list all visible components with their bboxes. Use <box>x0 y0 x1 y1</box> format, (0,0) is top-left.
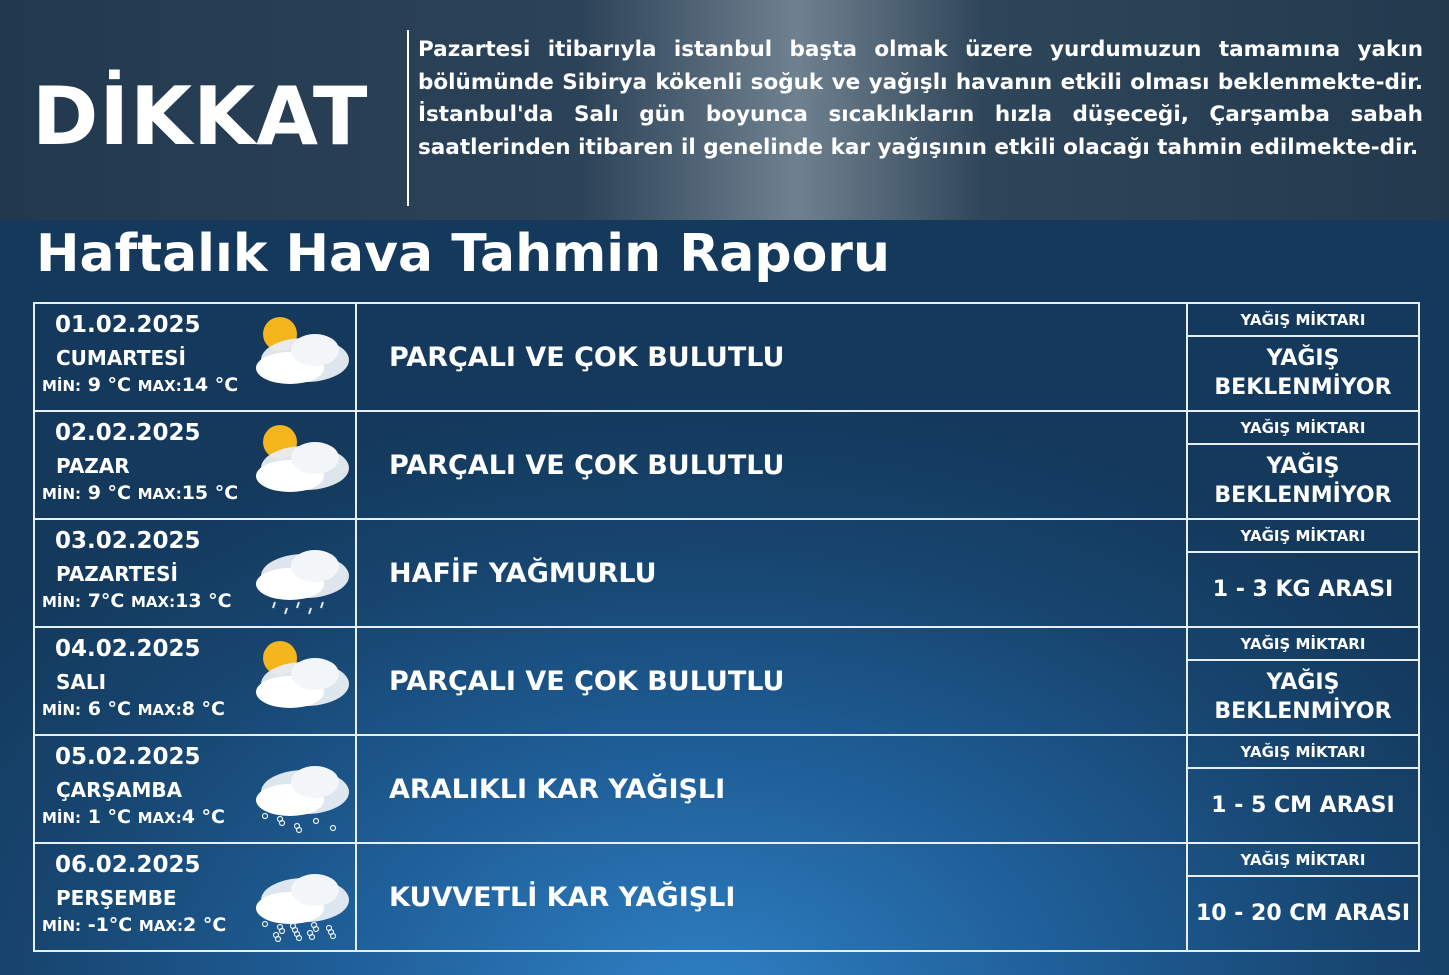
day-name: PAZAR <box>56 454 130 478</box>
date: 06.02.2025 <box>55 852 201 878</box>
max-label: MAX: <box>138 917 183 935</box>
max-temp: 15 °C <box>181 482 239 504</box>
max-temp: 2 °C <box>182 914 227 936</box>
partly-cloudy-icon <box>235 312 355 402</box>
min-label: MİN: <box>42 701 82 719</box>
precip-header: YAĞIŞ MİKTARI <box>1188 305 1418 337</box>
date: 05.02.2025 <box>55 744 201 770</box>
max-temp: 4 °C <box>181 806 225 828</box>
min-label: MİN: <box>42 809 82 827</box>
forecast-table <box>33 302 1420 952</box>
forecast-text: PARÇALI VE ÇOK BULUTLU <box>356 303 1187 411</box>
light-rain-icon <box>235 528 355 618</box>
forecast-text: HAFİF YAĞMURLU <box>356 519 1187 627</box>
partly-cloudy-icon <box>235 420 355 510</box>
warning-badge: DİKKAT <box>32 70 369 163</box>
precip-value: YAĞIŞ BEKLENMİYOR <box>1214 670 1392 724</box>
snow-icon <box>235 744 355 834</box>
page-title: Haftalık Hava Tahmin Raporu <box>36 224 890 284</box>
day-name: CUMARTESİ <box>56 346 186 370</box>
temperatures <box>42 914 226 936</box>
max-label: MAX: <box>137 485 182 503</box>
max-temp: 13 °C <box>175 590 232 612</box>
day-name: PERŞEMBE <box>56 886 177 910</box>
heavy-snow-icon <box>235 852 355 942</box>
min-label: MİN: <box>42 593 82 611</box>
min-temp: 7°C <box>87 590 125 612</box>
min-label: MİN: <box>42 377 82 395</box>
precip-cell <box>1187 411 1419 519</box>
min-temp: 1 °C <box>87 806 131 828</box>
precip-cell <box>1187 519 1419 627</box>
precip-header: YAĞIŞ MİKTARI <box>1188 413 1418 445</box>
day-cell <box>34 303 356 411</box>
date: 03.02.2025 <box>55 528 201 554</box>
precip-header: YAĞIŞ MİKTARI <box>1188 521 1418 553</box>
divider <box>407 30 409 206</box>
forecast-text: ARALIKLI KAR YAĞIŞLI <box>356 735 1187 843</box>
day-cell <box>34 735 356 843</box>
forecast-row <box>34 411 1419 519</box>
min-temp: 9 °C <box>87 482 131 504</box>
min-temp: 6 °C <box>87 698 131 720</box>
day-name: ÇARŞAMBA <box>56 778 183 802</box>
warning-notice: Pazartesi itibarıyla istanbul başta olmak üzere yurdumuzun tamamına yakın bölümünde Sibirya kökenli soğuk ve yağışlı havanın etkili olması beklenmekte-dir. İstanbul'da Salı gün boyunca sıcaklıkların hızla düşeceği, Çarşamba sabah saatlerinden itibaren il genelinde kar yağışının etkili olacağı tahmin edilmekte-dir. <box>418 37 1423 160</box>
forecast-text: KUVVETLİ KAR YAĞIŞLI <box>356 843 1187 951</box>
temperatures <box>42 482 238 504</box>
min-temp: 9 °C <box>87 374 131 396</box>
day-name: PAZARTESİ <box>56 562 178 586</box>
precip-header: YAĞIŞ MİKTARI <box>1188 629 1418 661</box>
day-cell <box>34 411 356 519</box>
max-label: MAX: <box>130 593 176 611</box>
date: 01.02.2025 <box>55 312 201 338</box>
forecast-row <box>34 627 1419 735</box>
temperatures <box>42 698 225 720</box>
precip-cell <box>1187 843 1419 951</box>
forecast-row <box>34 303 1419 411</box>
day-cell <box>34 627 356 735</box>
forecast-text: PARÇALI VE ÇOK BULUTLU <box>356 627 1187 735</box>
max-label: MAX: <box>137 377 182 395</box>
temperatures <box>42 374 238 396</box>
precip-cell <box>1187 303 1419 411</box>
min-label: MİN: <box>42 485 82 503</box>
temperatures <box>42 806 225 828</box>
forecast-row <box>34 843 1419 951</box>
precip-header: YAĞIŞ MİKTARI <box>1188 845 1418 877</box>
temperatures <box>42 590 232 612</box>
min-temp: -1°C <box>87 914 133 936</box>
forecast-row <box>34 735 1419 843</box>
forecast-row <box>34 519 1419 627</box>
date: 02.02.2025 <box>55 420 201 446</box>
partly-cloudy-icon <box>235 636 355 726</box>
precip-value: 10 - 20 CM ARASI <box>1195 900 1411 926</box>
max-temp: 14 °C <box>181 374 239 396</box>
date: 04.02.2025 <box>55 636 201 662</box>
precip-value: 1 - 5 CM ARASI <box>1211 792 1395 818</box>
precip-cell <box>1187 627 1419 735</box>
min-label: MİN: <box>42 917 82 935</box>
day-cell <box>34 843 356 951</box>
max-label: MAX: <box>137 701 182 719</box>
max-label: MAX: <box>137 809 182 827</box>
precip-value: YAĞIŞ BEKLENMİYOR <box>1214 346 1392 400</box>
forecast-text: PARÇALI VE ÇOK BULUTLU <box>356 411 1187 519</box>
precip-header: YAĞIŞ MİKTARI <box>1188 737 1418 769</box>
precip-value: YAĞIŞ BEKLENMİYOR <box>1214 454 1392 508</box>
day-name: SALI <box>56 670 107 694</box>
day-cell <box>34 519 356 627</box>
precip-value: 1 - 3 KG ARASI <box>1212 576 1394 602</box>
precip-cell <box>1187 735 1419 843</box>
max-temp: 8 °C <box>181 698 225 720</box>
